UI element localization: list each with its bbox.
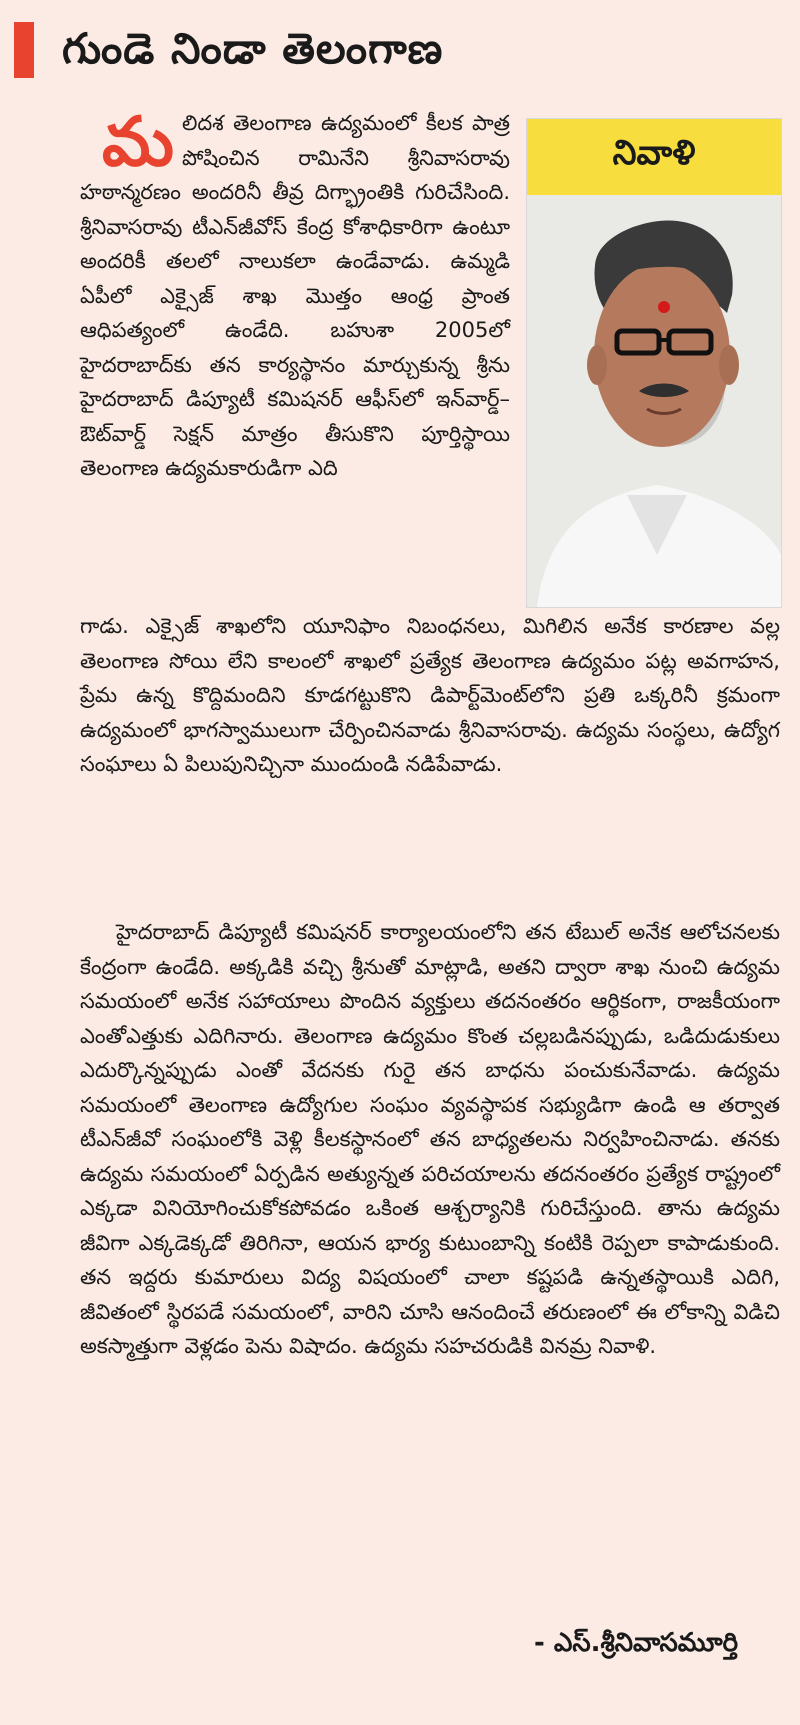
author-byline: - ఎస్.శ్రీనివాసమూర్తి: [534, 1628, 738, 1658]
lead-paragraph: [80, 103, 510, 486]
headline: గుండె నిండా తెలంగాణ: [62, 24, 444, 73]
drop-cap: మ: [102, 103, 174, 182]
lead-text: లిదశ తెలంగాణ ఉద్యమంలో కీలక పాత్ర పోషించిన రామినేని శ్రీనివాసరావు హఠాన్మరణం అందరినీ తీవ్ర దిగ్భ్రాంతికి గురిచేసింది. శ్రీనివాసరావు టీఎన్‌జీవోస్ కేంద్ర కోశాధికారిగా ఉంటూ అందరికీ తలలో నాలుకలా ఉండేవాడు. ఉమ్మడి ఏపీలో ఎక్సైజ్ శాఖ మొత్తం ఆంధ్ర ప్రాంత ఆధిపత్యంలో ఉండేది. బహుశా 2005లో హైదరాబాద్‌కు తన కార్యస్థానం మార్చుకున్న శ్రీను హైదరాబాద్ డిప్యూటీ కమిషనర్ ఆఫీస్‌లో ఇన్‌వార్డ్–ఔట్‌వార్డ్ సెక్షన్ మాత్రం తీసుకొని పూర్తిస్థాయి తెలంగాణ ఉద్యమకారుడిగా ఎది: [80, 111, 510, 480]
tribute-photo-box: [526, 118, 782, 608]
portrait-image: [527, 195, 781, 607]
photo-caption: నివాళి: [527, 119, 781, 195]
headline-accent-bar: [14, 22, 34, 78]
continued-paragraph: గాడు. ఎక్సైజ్ శాఖలోని యూనిఫాం నిబంధనలు, మిగిలిన అనేక కారణాల వల్ల తెలంగాణ సోయి లేని కాలంలో శాఖలో ప్రత్యేక తెలంగాణ ఉద్యమం పట్ల అవగాహన, ప్రేమ ఉన్న కొద్దిమందిని కూడగట్టుకొని డిపార్ట్‌మెంట్‌లోని ప్రతి ఒక్కరినీ క్రమంగా ఉద్యమంలో భాగస్వాములుగా చేర్పించినవాడు శ్రీనివాసరావు. ఉద్యమ సంస్థలు, ఉద్యోగ సంఘాలు ఏ పిలుపునిచ్చినా ముందుండి నడిపేవాడు.: [80, 614, 780, 776]
second-paragraph: హైదరాబాద్ డిప్యూటీ కమిషనర్ కార్యాలయంలోని తన టేబుల్ అనేక ఆలోచనలకు కేంద్రంగా ఉండేది. అక్కడికి వచ్చి శ్రీనుతో మాట్లాడి, అతని ద్వారా శాఖ నుంచి ఉద్యమ సమయంలో అనేక సహాయాలు పొందిన వ్యక్తులు తదనంతరం ఆర్థికంగా, రాజకీయంగా ఎంతోఎత్తుకు ఎదిగినారు. తెలంగాణ ఉద్యమం కొంత చల్లబడినప్పుడు, ఒడిదుడుకులు ఎదుర్కొన్నప్పుడు ఎంతో వేదనకు గురై తన బాధను పంచుకునేవాడు. ఉద్యమ సమయంలో తెలంగాణ ఉద్యోగుల సంఘం వ్యవస్థాపక సభ్యుడిగా ఉండి ఆ తర్వాత టీఎన్‌జీవో సంఘంలోకి వెళ్లి కీలకస్థానంలో తన బాధ్యతలను నిర్వహించినాడు. తనకు ఉద్యమ సమయంలో ఏర్పడిన అత్యున్నత పరిచయాలను తదనంతరం ప్రత్యేక రాష్ట్రంలో ఎక్కడా వినియోగించుకోకపోవడం ఒకింత ఆశ్చర్యానికి గురిచేస్తుంది. తాను ఉద్యమ జీవిగా ఎక్కడెక్కడో తిరిగినా, ఆయన భార్య కుటుంబాన్ని కంటికి రెప్పలా కాపాడుకుంది. తన ఇద్దరు కుమారులు విద్య విషయంలో చాలా కష్టపడి ఉన్నతస్థాయికి ఎదిగి, జీవితంలో స్థిరపడే సమయంలో, వారిని చూసి ఆనందించే తరుణంలో ఈ లోకాన్ని విడిచి అకస్మాత్తుగా వెళ్లడం పెను విషాదం. ఉద్యమ సహచరుడికి వినమ్ర నివాళి.: [80, 920, 780, 1358]
